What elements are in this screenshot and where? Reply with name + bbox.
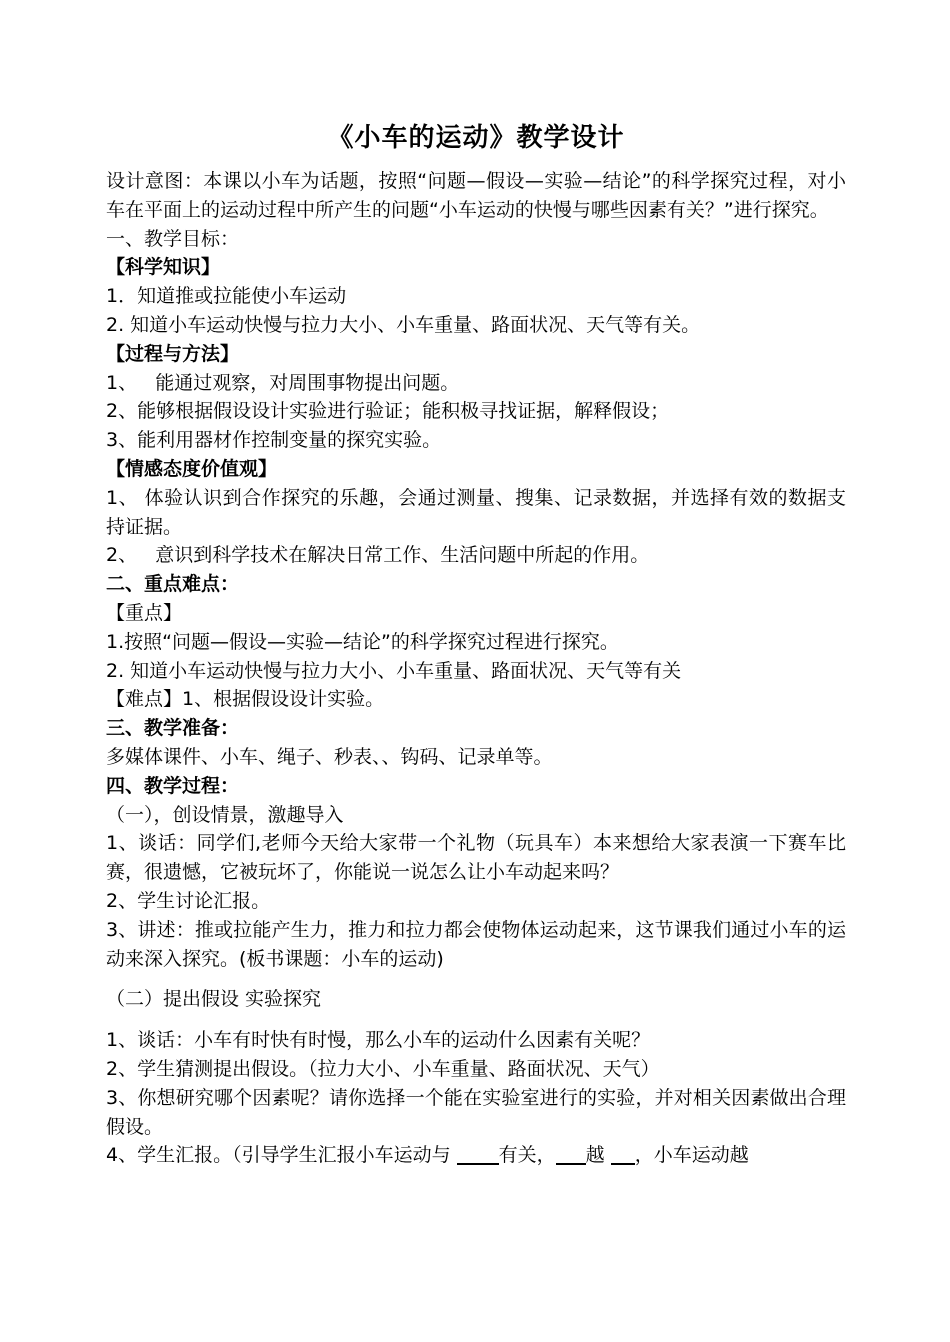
section-teaching-goals: 一、教学目标： xyxy=(106,227,240,250)
knowledge-heading: 【科学知识】 xyxy=(106,256,221,279)
materials-line: 多媒体课件、小车、绳子、秒表、、钩码、记录单等。 xyxy=(106,745,553,768)
process-item: 1、 能通过观察，对周围事物提出问题。 xyxy=(106,371,460,394)
part1-heading: （一），创设情景，激趣导入 xyxy=(106,803,344,826)
design-intent: 设计意图：本课以小车为话题，按照“问题—假设—实验—结论”的科学探究过程，对小车在平面上的运动过程中所产生的问题“小车运动的快慢与哪些因素有关？”进行探究。 xyxy=(106,170,846,221)
part2-item: 3、你想研究哪个因素呢？请你选择一个能在实验室进行的实验，并对相关因素做出合理假设。 xyxy=(106,1086,846,1138)
section-key-difficult: 二、重点难点： xyxy=(106,573,240,596)
attitude-item: 2、 意识到科学技术在解决日常工作、生活问题中所起的作用。 xyxy=(106,544,650,567)
report-text-a: 4、学生汇报。（引导学生汇报小车运动与 xyxy=(106,1144,457,1167)
section-preparation: 三、教学准备： xyxy=(106,717,240,740)
fill-blank xyxy=(457,1143,499,1165)
attitude-item: 1、 体验认识到合作探究的乐趣，会通过测量、搜集、记录数据，并选择有效的数据支持证据。 xyxy=(106,486,846,538)
part2-heading: （二）提出假设 实验探究 xyxy=(106,988,322,1011)
part2-item: 1、谈话：小车有时快有时慢，那么小车的运动什么因素有关呢？ xyxy=(106,1029,651,1052)
report-text-d: ，小车运动越 xyxy=(634,1144,749,1167)
process-item: 2、能够根据假设设计实验进行验证；能积极寻找证据，解释假设； xyxy=(106,400,670,423)
part1-item: 2、学生讨论汇报。 xyxy=(106,889,271,912)
process-item: 3、能利用器材作控制变量的探究实验。 xyxy=(106,429,442,452)
report-line xyxy=(106,1141,846,1170)
key-item: 2. 知道小车运动快慢与拉力大小、小车重量、路面状况、天气等有关 xyxy=(106,659,682,682)
section-teaching-process: 四、教学过程： xyxy=(106,774,240,797)
fill-blank xyxy=(611,1143,635,1165)
difficulty-line: 【难点】1、根据假设设计实验。 xyxy=(106,688,385,711)
fill-blank xyxy=(556,1143,586,1165)
part1-item: 1、谈话：同学们,老师今天给大家带一个礼物（玩具车）本来想给大家表演一下赛车比赛，很遗憾，它被玩坏了，你能说一说怎么让小车动起来吗？ xyxy=(106,832,846,884)
knowledge-item: 1．知道推或拉能使小车运动 xyxy=(106,285,347,308)
process-heading: 【过程与方法】 xyxy=(106,342,240,365)
key-item: 1.按照“问题—假设—实验—结论”的科学探究过程进行探究。 xyxy=(106,630,619,653)
knowledge-item: 2. 知道小车运动快慢与拉力大小、小车重量、路面状况、天气等有关。 xyxy=(106,313,701,336)
report-text-b: 有关， xyxy=(498,1144,556,1167)
part1-item: 3、讲述：推或拉能产生力，推力和拉力都会使物体运动起来，这节课我们通过小车的运动来深入探究。(板书课题：小车的运动) xyxy=(106,918,846,970)
attitude-heading: 【情感态度价值观】 xyxy=(106,457,278,480)
report-text-c: 越 xyxy=(585,1144,611,1167)
document-title: 《小车的运动》教学设计 xyxy=(327,123,625,153)
key-heading: 【重点】 xyxy=(106,601,183,624)
part2-item: 2、学生猜测提出假设。（拉力大小、小车重量、路面状况、天气） xyxy=(106,1057,660,1080)
